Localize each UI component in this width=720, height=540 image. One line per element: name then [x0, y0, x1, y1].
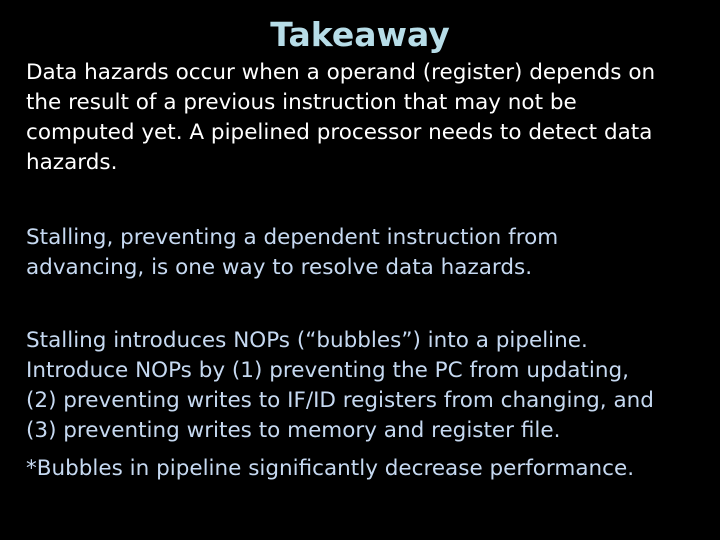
paragraph-line: computed yet. A pipelined processor needs to detect data	[26, 120, 653, 145]
paragraph-data-hazards	[26, 58, 706, 178]
paragraph-line: (3) preventing writes to memory and register file.	[26, 418, 561, 443]
paragraph-line: Introduce NOPs by (1) preventing the PC from updating,	[26, 358, 629, 383]
slide-title: Takeaway	[270, 15, 450, 54]
paragraph-line: hazards.	[26, 150, 118, 175]
paragraph-line: Stalling, preventing a dependent instruction from	[26, 225, 559, 250]
paragraph-line: *Bubbles in pipeline significantly decrease performance.	[26, 456, 635, 481]
paragraph-line: the result of a previous instruction that may not be	[26, 90, 577, 115]
paragraph-line: Stalling introduces NOPs (“bubbles”) into a pipeline.	[26, 328, 588, 353]
paragraph-stalling	[26, 223, 706, 283]
paragraph-line: advancing, is one way to resolve data hazards.	[26, 255, 533, 280]
paragraph-line: Data hazards occur when a operand (register) depends on	[26, 60, 656, 85]
paragraph-bubbles-note	[26, 454, 706, 484]
paragraph-line: (2) preventing writes to IF/ID registers from changing, and	[26, 388, 654, 413]
paragraph-nops	[26, 326, 706, 446]
